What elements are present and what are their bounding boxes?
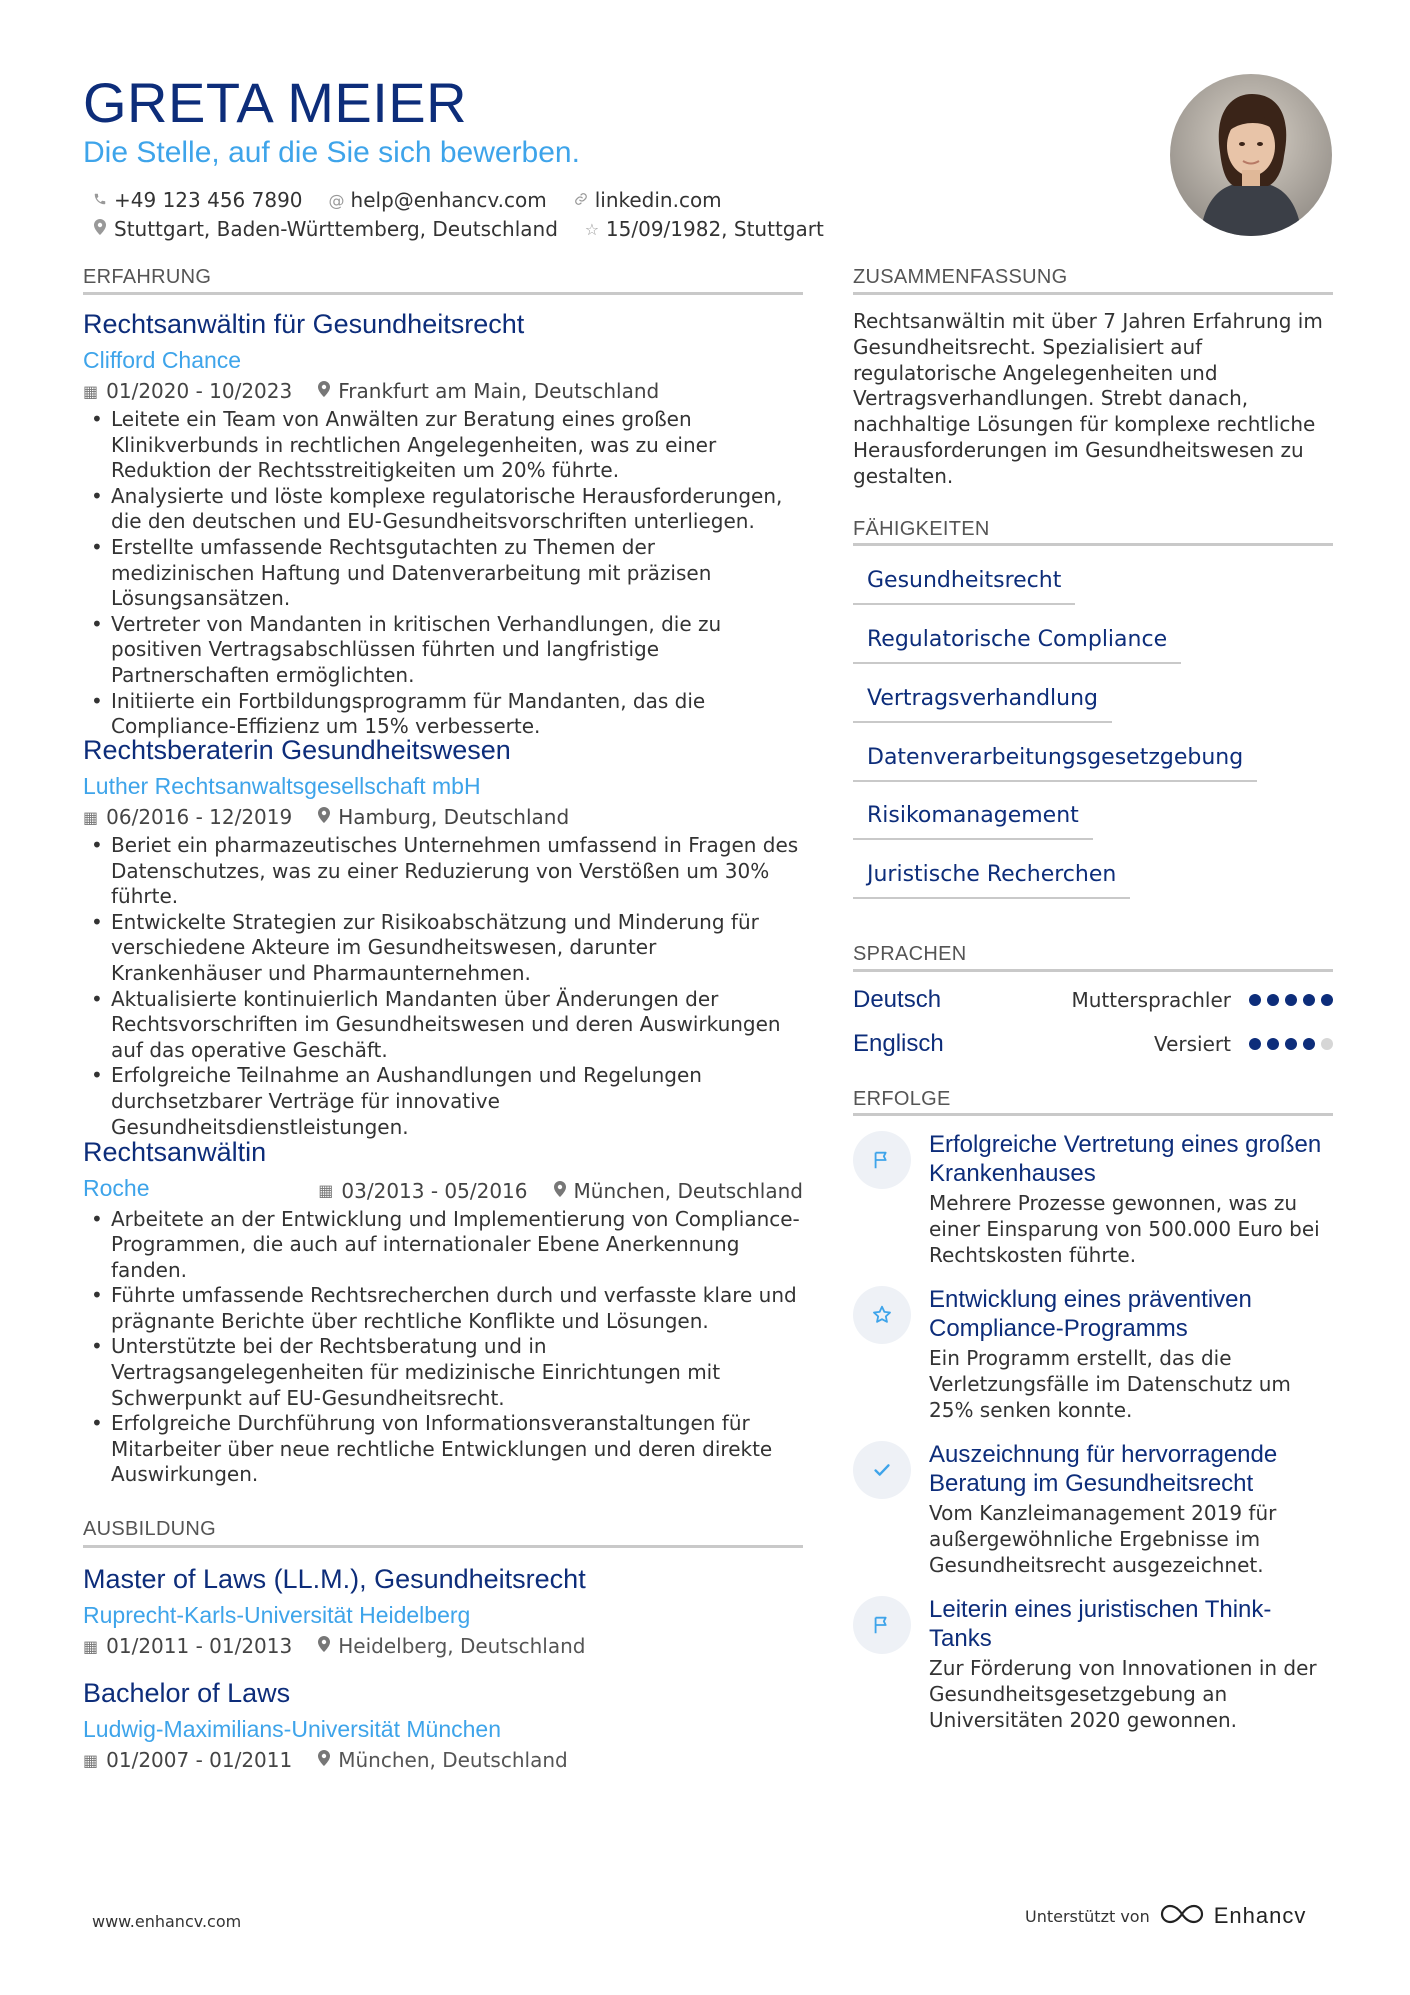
linkedin-text: linkedin.com: [594, 188, 722, 212]
education-dates: 01/2007 - 01/2011: [106, 1748, 293, 1772]
company-name: Clifford Chance: [83, 347, 242, 373]
skill-item: [853, 568, 1075, 605]
rating-dot: [1321, 994, 1333, 1006]
job-meta: [83, 379, 803, 403]
link-icon: [573, 191, 589, 210]
location-pin-icon: [318, 807, 330, 827]
summary-text: Rechtsanwältin mit über 7 Jahren Erfahrung im Gesundheitsrecht. Spezialisiert auf regulatorische Angelegenheiten und Vertragsverhandlungen. Strebt danach, nachhaltige Lösungen für komplexe rechtliche Herausforderungen im Gesundheitswesen zu gestalten.: [853, 309, 1323, 488]
company-name: Luther Rechtsanwaltsgesellschaft mbH: [83, 773, 481, 799]
rating-dot: [1267, 1038, 1279, 1050]
bullet: • Beriet ein pharmazeutisches Unternehmen umfassend in Fragen des Datenschutzes, was zu einer Reduzierung von Verstößen um 30% führte.: [83, 833, 803, 910]
job-dates: 03/2013 - 05/2016: [341, 1178, 528, 1203]
job-bullets: [83, 407, 803, 740]
experience-entry-2: [83, 735, 803, 1140]
location-pin-icon: [554, 1181, 566, 1201]
contact-email[interactable]: [329, 188, 547, 212]
skill-tag: Risikomanagement: [853, 803, 1093, 840]
education-location: München, Deutschland: [338, 1748, 568, 1772]
education-meta: [83, 1634, 803, 1658]
contact-birth: [584, 217, 824, 241]
birth-text: 15/09/1982, Stuttgart: [605, 217, 824, 241]
job-title: Rechtsanwältin für Gesundheitsrecht: [83, 309, 525, 339]
bullet: • Initiierte ein Fortbildungsprogramm für Mandanten, das die Compliance-Effizienz um 15% verbesserte.: [83, 689, 803, 740]
company-name: Roche: [83, 1175, 150, 1201]
contact-location: [92, 217, 558, 241]
rating-dot: [1285, 1038, 1297, 1050]
language-name: Englisch: [853, 1030, 944, 1057]
section-rule: [853, 543, 1333, 546]
email-text: help@enhancv.com: [350, 188, 547, 212]
experience-entry-3: [83, 1137, 803, 1488]
footer-powered-by: Unterstützt von: [1025, 1906, 1150, 1926]
section-rule: [83, 292, 803, 295]
footer-website[interactable]: www.enhancv.com: [92, 1912, 242, 1931]
rating-dot: [1303, 994, 1315, 1006]
contact-row-2: [92, 217, 824, 241]
skill-item: [853, 745, 1257, 782]
rating-dot: [1249, 1038, 1261, 1050]
job-bullets: [83, 1207, 803, 1489]
section-rule: [83, 1545, 803, 1548]
school-name: Ludwig-Maximilians-Universität München: [83, 1716, 501, 1742]
education-dates: 01/2011 - 01/2013: [106, 1634, 293, 1658]
skill-tag: Vertragsverhandlung: [853, 686, 1112, 723]
section-rule: [853, 969, 1333, 972]
section-title-languages: SPRACHEN: [853, 943, 967, 965]
calendar-icon: ▦: [318, 1181, 334, 1200]
job-title: Rechtsanwältin: [83, 1137, 267, 1167]
achievement-title: Erfolgreiche Vertretung eines großen Krankenhauses: [929, 1131, 1322, 1187]
achievement-body: [929, 1286, 1333, 1423]
rating-dot: [1321, 1038, 1333, 1050]
education-location: Heidelberg, Deutschland: [338, 1634, 586, 1658]
achievement-title: Leiterin eines juristischen Think-Tanks: [929, 1596, 1272, 1652]
at-icon: @: [328, 190, 345, 210]
language-name: Deutsch: [853, 986, 942, 1013]
job-meta: [83, 805, 803, 829]
job-location: Frankfurt am Main, Deutschland: [338, 379, 660, 403]
bullet: • Unterstützte bei der Rechtsberatung und in Vertragsangelegenheiten für medizinische Einrichtungen mit Schwerpunkt auf EU-Gesundheitsrecht.: [83, 1334, 803, 1411]
skill-item: [853, 803, 1093, 840]
calendar-icon: ▦: [83, 1750, 99, 1770]
job-dates: 06/2016 - 12/2019: [106, 805, 293, 829]
section-title-education: AUSBILDUNG: [83, 1518, 217, 1540]
achievement-item: [853, 1596, 1333, 1733]
location-pin-icon: [318, 381, 330, 401]
location-pin-icon: [318, 1750, 330, 1770]
education-meta: [83, 1748, 803, 1772]
bullet: • Arbeitete an der Entwicklung und Implementierung von Compliance-Programmen, die auch auf internationaler Ebene Anerkennung fanden.: [83, 1207, 803, 1284]
flag-icon: [853, 1131, 911, 1189]
star-icon: [853, 1286, 911, 1344]
candidate-name: GRETA MEIER: [83, 71, 468, 134]
bullet: • Erstellte umfassende Rechtsgutachten zu Themen der medizinischen Haftung und Datenverarbeitung mit präzisen Lösungsansätzen.: [83, 535, 803, 612]
skill-tag: Regulatorische Compliance: [853, 627, 1181, 664]
bullet: • Vertreter von Mandanten in kritischen Verhandlungen, die zu positiven Vertragsabschlüssen führten und langfristige Partnerschaften ermöglichten.: [83, 612, 803, 689]
degree-title: Master of Laws (LL.M.), Gesundheitsrecht: [83, 1564, 586, 1594]
job-bullets: [83, 833, 803, 1140]
section-title-achievements: ERFOLGE: [853, 1088, 951, 1110]
section-rule: [853, 292, 1333, 295]
achievement-description: Vom Kanzleimanagement 2019 für außergewöhnliche Ergebnisse im Gesundheitsrecht ausgezeichnet.: [929, 1501, 1277, 1577]
language-level-group: [1154, 1032, 1333, 1056]
language-level: Muttersprachler: [1071, 988, 1231, 1012]
job-company-meta-row: [83, 1168, 803, 1203]
achievement-description: Mehrere Prozesse gewonnen, was zu einer Einsparung von 500.000 Euro bei Rechtskosten führte.: [929, 1191, 1320, 1267]
job-meta: [318, 1179, 803, 1203]
language-level: Versiert: [1153, 1032, 1231, 1056]
phone-icon: [92, 191, 108, 210]
footer-brand-name: Enhancv: [1213, 1903, 1307, 1928]
job-location: München, Deutschland: [573, 1178, 803, 1203]
skill-item: [853, 862, 1130, 899]
degree-title: Bachelor of Laws: [83, 1678, 291, 1708]
bullet: • Erfolgreiche Teilnahme an Aushandlungen und Regelungen durchsetzbarer Verträge für innovative Gesundheitsdienstleistungen.: [83, 1063, 803, 1140]
bullet: • Analysierte und löste komplexe regulatorische Herausforderungen, die den deutschen und EU-Gesundheitsvorschriften unterliegen.: [83, 484, 803, 535]
bullet: • Erfolgreiche Durchführung von Informationsveranstaltungen für Mitarbeiter über neue rechtliche Entwicklungen und deren direkte Auswirkungen.: [83, 1411, 803, 1488]
footer-branding: [1025, 1902, 1306, 1930]
job-dates: 01/2020 - 10/2023: [106, 379, 293, 403]
skill-tag: Datenverarbeitungsgesetzgebung: [853, 745, 1257, 782]
headline: Die Stelle, auf die Sie sich bewerben.: [83, 136, 580, 169]
rating-dot: [1249, 994, 1261, 1006]
profile-photo: [1170, 74, 1332, 236]
rating-dot: [1267, 994, 1279, 1006]
flag-icon: [853, 1596, 911, 1654]
calendar-icon: ▦: [83, 807, 99, 827]
star-outline-icon: ☆: [584, 219, 600, 239]
education-entry-1: [83, 1564, 803, 1658]
skill-item: [853, 627, 1181, 664]
phone-text: +49 123 456 7890: [114, 188, 303, 212]
experience-entry-1: [83, 309, 803, 740]
bullet: • Entwickelte Strategien zur Risikoabschätzung und Minderung für verschiedene Akteure im Gesundheitswesen, darunter Krankenhäuser und Pharmaunternehmen.: [83, 910, 803, 987]
calendar-icon: ▦: [83, 381, 99, 401]
achievement-description: Ein Programm erstellt, das die Verletzungsfälle im Datenschutz um 25% senken konnte.: [929, 1346, 1291, 1422]
section-rule: [853, 1113, 1333, 1116]
job-location: Hamburg, Deutschland: [338, 805, 570, 829]
achievement-item: [853, 1441, 1333, 1578]
enhancv-logo-icon: [1160, 1902, 1204, 1930]
skill-tag: Juristische Recherchen: [853, 862, 1130, 899]
location-pin-icon: [318, 1636, 330, 1656]
section-title-summary: ZUSAMMENFASSUNG: [853, 266, 1068, 288]
skill-item: [853, 686, 1112, 723]
skill-tag: Gesundheitsrecht: [853, 568, 1075, 605]
contact-phone[interactable]: [92, 188, 303, 212]
achievement-item: [853, 1131, 1333, 1268]
language-rating: [1249, 994, 1333, 1006]
school-name: Ruprecht-Karls-Universität Heidelberg: [83, 1602, 471, 1628]
bullet: • Leitete ein Team von Anwälten zur Beratung eines großen Klinikverbunds in rechtlichen Angelegenheiten, was zu einer Reduktion der Rechtsstreitigkeiten um 20% führte.: [83, 407, 803, 484]
section-title-experience: ERFAHRUNG: [83, 266, 212, 288]
achievement-title: Auszeichnung für hervorragende Beratung im Gesundheitsrecht: [929, 1441, 1278, 1497]
language-rating: [1249, 1038, 1333, 1050]
achievement-description: Zur Förderung von Innovationen in der Gesundheitsgesetzgebung an Universitäten 2020 gewonnen.: [929, 1656, 1317, 1732]
contact-linkedin[interactable]: [573, 188, 722, 212]
achievement-body: [929, 1131, 1333, 1268]
check-icon: [853, 1441, 911, 1499]
location-pin-icon: [92, 219, 108, 239]
calendar-icon: ▦: [83, 1636, 99, 1656]
location-text: Stuttgart, Baden-Württemberg, Deutschland: [114, 217, 558, 241]
achievement-title: Entwicklung eines präventiven Compliance-Programms: [929, 1286, 1252, 1342]
language-row-englisch: [853, 1030, 1333, 1058]
language-row-deutsch: [853, 986, 1333, 1014]
achievement-body: [929, 1441, 1333, 1578]
achievement-body: [929, 1596, 1333, 1733]
achievement-item: [853, 1286, 1333, 1423]
rating-dot: [1303, 1038, 1315, 1050]
education-entry-2: [83, 1678, 803, 1772]
language-level-group: [1072, 988, 1334, 1012]
rating-dot: [1285, 994, 1297, 1006]
job-title: Rechtsberaterin Gesundheitswesen: [83, 735, 511, 765]
contact-row-1: [92, 188, 722, 212]
section-title-skills: FÄHIGKEITEN: [853, 518, 990, 540]
bullet: • Aktualisierte kontinuierlich Mandanten über Änderungen der Rechtsvorschriften im Gesundheitswesen und deren Auswirkungen auf das operative Geschäft.: [83, 987, 803, 1064]
bullet: • Führte umfassende Rechtsrecherchen durch und verfasste klare und prägnante Berichte über rechtliche Konflikte und Lösungen.: [83, 1283, 803, 1334]
